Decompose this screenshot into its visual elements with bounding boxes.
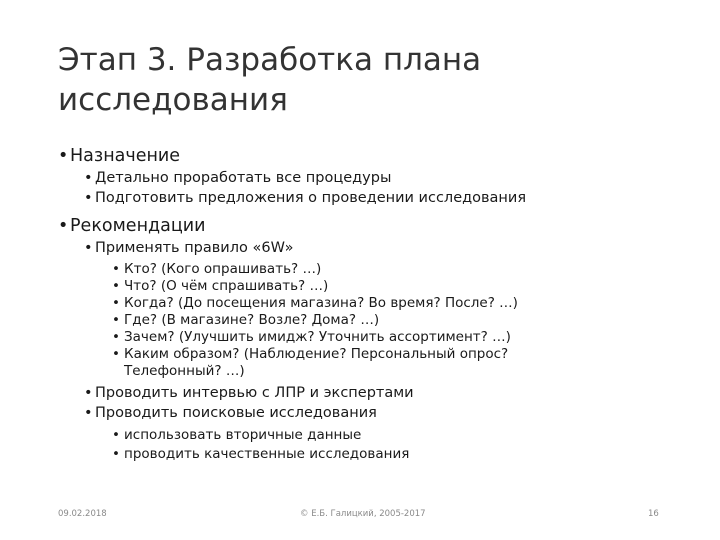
footer-date: 09.02.2018 <box>58 509 107 519</box>
search-item-text: использовать вторичные данные <box>124 427 362 443</box>
sub-bullet-search <box>58 403 698 423</box>
bullet-label: Рекомендации <box>70 216 206 236</box>
bullet-marker: • <box>112 346 120 362</box>
bullet-marker: • <box>84 190 93 206</box>
bullet-purpose <box>58 144 698 168</box>
bullet-marker: • <box>112 295 120 311</box>
question-text: Зачем? (Улучшить имидж? Уточнить ассортимент? …) <box>124 329 511 345</box>
question-text: Когда? (До посещения магазина? Во время? После? …) <box>124 295 518 311</box>
sub-bullet-text: Проводить поисковые исследования <box>95 405 377 421</box>
question-text: Что? (О чём спрашивать? …) <box>124 278 329 294</box>
sub-bullet <box>58 168 698 188</box>
bullet-marker: • <box>112 329 120 345</box>
sub-bullet-text: Детально проработать все процедуры <box>95 170 392 186</box>
sub-bullet-text: Проводить интервью с ЛПР и экспертами <box>95 385 414 401</box>
bullet-marker: • <box>112 427 120 443</box>
bullet-label: Назначение <box>70 146 181 166</box>
bullet-marker: • <box>84 240 93 256</box>
title-line-2: исследования <box>58 82 288 118</box>
bullet-marker: • <box>112 446 120 462</box>
sub-bullet-interviews <box>58 383 698 403</box>
search-item-text: проводить качественные исследования <box>124 446 410 462</box>
bullet-recommendations <box>58 214 698 238</box>
bullet-marker: • <box>112 278 120 294</box>
sub-bullet <box>58 188 698 208</box>
slide-body <box>58 144 698 464</box>
footer-page-number: 16 <box>648 509 659 519</box>
bullet-marker: • <box>58 216 69 236</box>
question-item <box>58 329 698 346</box>
slide-title <box>58 40 481 120</box>
question-item <box>58 278 698 295</box>
sub-bullet-text: Применять правило «6W» <box>95 240 294 256</box>
question-item <box>58 261 698 278</box>
sub-bullet-text: Подготовить предложения о проведении исследования <box>95 190 527 206</box>
search-item <box>58 445 698 464</box>
question-item <box>58 346 524 380</box>
question-text: Каким образом? (Наблюдение? Персональный опрос? Телефонный? …) <box>124 346 509 379</box>
bullet-marker: • <box>84 405 93 421</box>
question-text: Кто? (Кого опрашивать? …) <box>124 261 322 277</box>
bullet-marker: • <box>58 146 69 166</box>
search-item <box>58 426 698 445</box>
question-item <box>58 312 698 329</box>
bullet-marker: • <box>84 170 93 186</box>
sub-bullet-6w-rule <box>58 238 698 258</box>
title-line-1: Этап 3. Разработка плана <box>58 42 482 78</box>
footer-copyright: © Е.Б. Галицкий, 2005-2017 <box>300 509 426 519</box>
bullet-marker: • <box>112 312 120 328</box>
bullet-marker: • <box>84 385 93 401</box>
question-item <box>58 295 698 312</box>
bullet-marker: • <box>112 261 120 277</box>
question-text: Где? (В магазине? Возле? Дома? …) <box>124 312 380 328</box>
